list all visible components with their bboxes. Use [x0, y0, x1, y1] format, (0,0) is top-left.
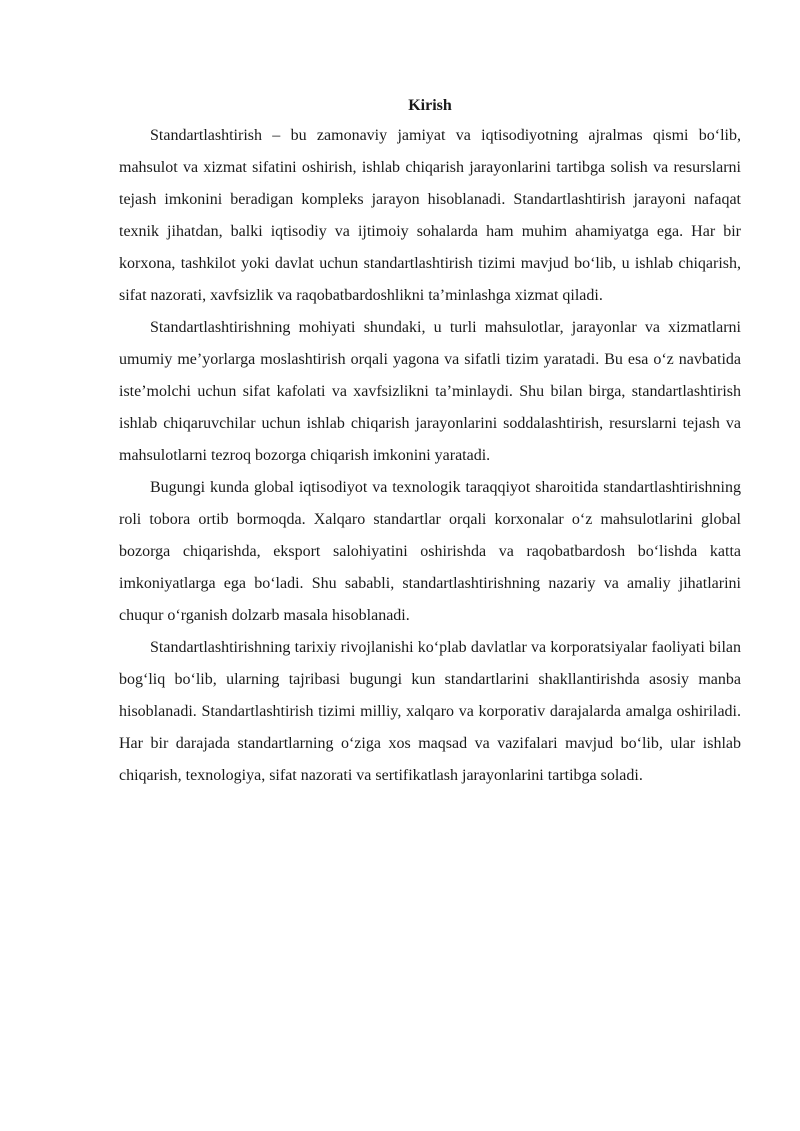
paragraph-1: Standartlashtirish – bu zamonaviy jamiyat va iqtisodiyotning ajralmas qismi bo‘lib, mahsulot va xizmat sifatini oshirish, ishlab chiqarish jarayonlarini tartibga solish va resurslarni tejash imkonini beradigan kompleks jarayon hisoblanadi. Standartlashtirish jarayoni nafaqat texnik jihatdan, balki iqtisodiy va ijtimoiy sohalarda ham muhim ahamiyatga ega. Har bir korxona, tashkilot yoki davlat uchun standartlashtirish tizimi mavjud bo‘lib, u ishlab chiqarish, sifat nazorati, xavfsizlik va raqobatbardoshlikni ta’minlashga xizmat qiladi.: [119, 127, 741, 304]
section-title: Kirish: [408, 97, 452, 114]
paragraph-4: Standartlashtirishning tarixiy rivojlanishi ko‘plab davlatlar va korporatsiyalar faoliyati bilan bog‘liq bo‘lib, ularning tajribasi bugungi kun standartlarini shakllantirishda asosiy manba hisoblanadi. Standartlashtirish tizimi milliy, xalqaro va korporativ darajalarda amalga oshiriladi. Har bir darajada standartlarning o‘ziga xos maqsad va vazifalari mavjud bo‘lib, ular ishlab chiqarish, texnologiya, sifat nazorati va sertifikatlash jarayonlarini tartibga soladi.: [119, 639, 741, 784]
paragraph-3: Bugungi kunda global iqtisodiyot va texnologik taraqqiyot sharoitida standartlashtirishning roli tobora ortib bormoqda. Xalqaro standartlar orqali korxonalar o‘z mahsulotlarini global bozorga chiqarishda, eksport salohiyatini oshirishda va raqobatbardosh bo‘lishda katta imkoniyatlarga ega bo‘ladi. Shu sababli, standartlashtirishning nazariy va amaliy jihatlarini chuqur o‘rganish dolzarb masala hisoblanadi.: [119, 479, 741, 624]
document-body: [119, 95, 741, 792]
paragraph-2: Standartlashtirishning mohiyati shundaki, u turli mahsulotlar, jarayonlar va xizmatlarni umumiy me’yorlarga moslashtirish orqali yagona va sifatli tizim yaratadi. Bu esa o‘z navbatida iste’molchi uchun sifat kafolati va xavfsizlikni ta’minlaydi. Shu bilan birga, standartlashtirish ishlab chiqaruvchilar uchun ishlab chiqarish jarayonlarini soddalashtirish, resurslarni tejash va mahsulotlarni tezroq bozorga chiqarish imkonini yaratadi.: [119, 319, 741, 464]
